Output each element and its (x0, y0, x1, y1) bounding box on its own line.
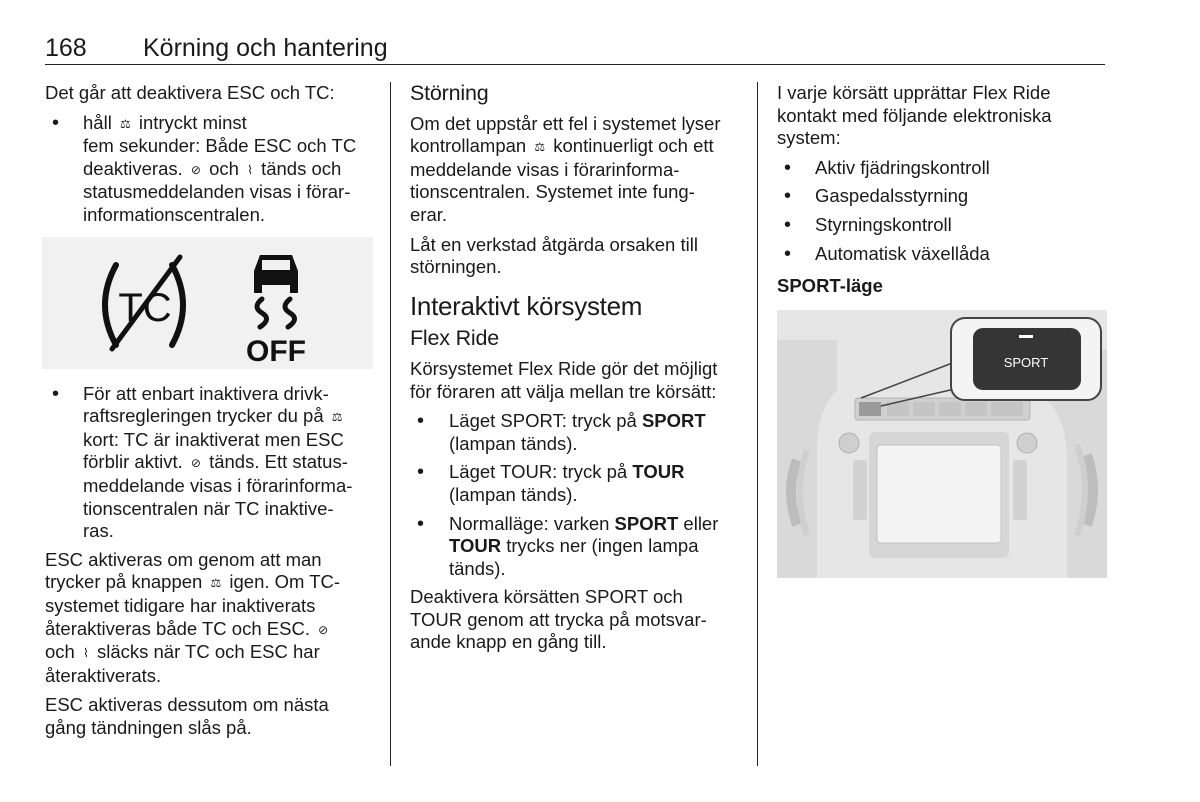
esc-off-icon: ⌇ (82, 646, 89, 661)
traction-control-icon: ⚖ (210, 576, 222, 591)
warning-icons-panel (42, 237, 373, 369)
column-right (777, 82, 1107, 578)
bullet-list (45, 112, 375, 227)
column-divider (757, 82, 758, 766)
tc-label: TC (118, 285, 172, 330)
paragraph: Körsystemet Flex Ride gör det möjligt för föraren att välja mellan tre körsätt: (410, 357, 718, 402)
off-label: OFF (246, 334, 306, 367)
list-item: • håll ⚖ intryckt minst fem sekunder: Både ESC och TC deaktiveras. ⊘ och ⌇ tänds och statusmeddelanden visas i förar- informationscentralen. (45, 112, 375, 227)
intro-paragraph: Det går att deaktivera ESC och TC: (45, 82, 335, 103)
traction-control-icon: ⚖ (331, 410, 343, 425)
list-item: • Läget TOUR: tryck på TOUR (lampan tänds). (410, 461, 745, 506)
subheading-sport-mode: SPORT-läge (777, 275, 883, 297)
sport-button-label: SPORT (1003, 354, 1049, 370)
bullet-list (45, 383, 375, 543)
paragraph: Deaktivera körsätten SPORT och TOUR genom att trycka på motsvar- ande knapp en gång till. (410, 586, 707, 653)
center-console-illustration (777, 310, 1107, 578)
tc-off-icon: ⊘ (190, 162, 201, 177)
column-left (45, 82, 375, 746)
page-number: 168 (45, 34, 87, 62)
bullet-list (777, 157, 1107, 265)
dashboard-photo (777, 310, 1107, 578)
traction-control-off-icon (232, 243, 322, 367)
paragraph: Låt en verkstad åtgärda orsaken till störningen. (410, 233, 698, 278)
chapter-title: Körning och hantering (143, 34, 388, 62)
paragraph: ESC aktiveras dessutom om nästa gång tändningen slås på. (45, 694, 329, 738)
list-item: • Styrningskontroll (777, 214, 1107, 237)
list-item: • För att enbart inaktivera drivk- raftsregleringen trycker du på ⚖ kort: TC är inaktiverat men ESC förblir aktivt. ⊘ tänds. Ett status- meddelande visas i förarinforma- tionscentralen när TC inaktive- ras. (45, 383, 375, 543)
section-heading-interactive: Interaktivt körsystem (410, 290, 643, 321)
bullet-list (410, 410, 745, 580)
section-heading-fault: Störning (410, 81, 489, 105)
tc-off-icon (42, 237, 373, 369)
list-item: • Gaspedalsstyrning (777, 185, 1107, 208)
list-item: • Läget SPORT: tryck på SPORT (lampan tänds). (410, 410, 745, 455)
paragraph: I varje körsätt upprättar Flex Ride kontakt med följande elektroniska system: (777, 82, 1052, 149)
paragraph: ESC aktiveras om genom att man trycker på knappen ⚖ igen. Om TC- systemet tidigare har inaktiverats återaktiveras både TC och ESC. ⊘ och ⌇ släcks när TC och ESC har återaktiverats. (45, 548, 341, 686)
page-header (45, 30, 1105, 65)
tc-off-icon: ⊘ (190, 456, 201, 471)
traction-control-icon: ⚖ (534, 140, 546, 155)
traction-control-icon: ⚖ (119, 116, 131, 131)
list-item: • Automatisk växellåda (777, 243, 1107, 266)
esc-off-icon: ⌇ (247, 162, 253, 177)
column-middle (410, 82, 745, 661)
column-divider (390, 82, 391, 766)
paragraph: Om det uppstår ett fel i systemet lyser kontrollampan ⚖ kontinuerligt och ett meddelande visas i förarinforma- tionscentralen. Systemet inte fung- erar. (410, 112, 721, 225)
list-item: • Aktiv fjädringskontroll (777, 157, 1107, 180)
list-item: • Normalläge: varken SPORT eller TOUR trycks ner (ingen lampa tänds). (410, 513, 745, 581)
subheading-flexride: Flex Ride (410, 326, 500, 351)
tc-off-icon: ⊘ (318, 622, 329, 637)
